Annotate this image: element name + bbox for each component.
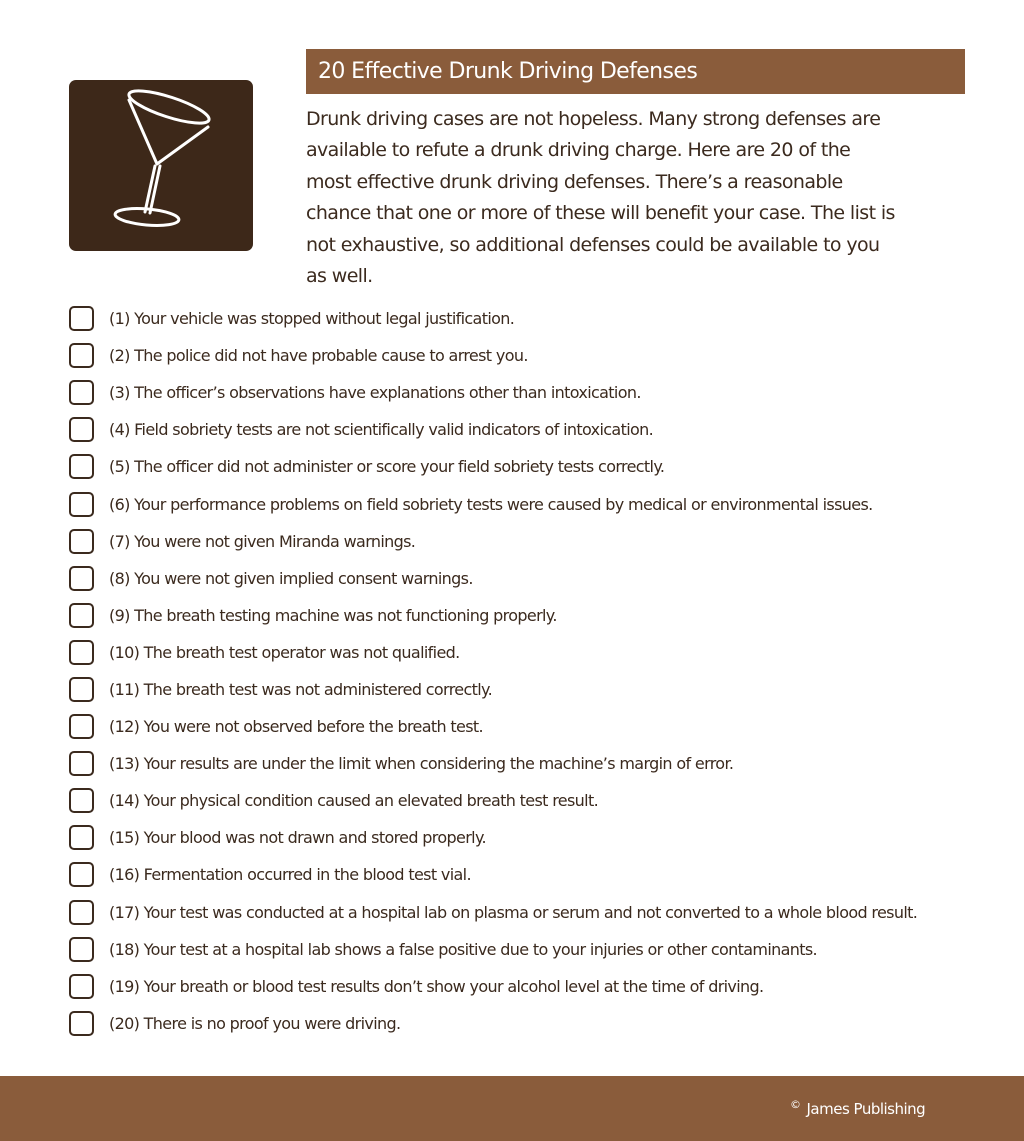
title-bar — [306, 49, 965, 94]
checklist-item-label: (19) Your breath or blood test results don’t show your alcohol level at the time of driving. — [109, 976, 764, 996]
martini-glass-graphic — [69, 80, 253, 251]
checklist-item-label: (8) You were not given implied consent warnings. — [109, 568, 473, 588]
checkbox[interactable] — [69, 751, 94, 776]
checkbox[interactable] — [69, 900, 94, 925]
checkbox[interactable] — [69, 825, 94, 850]
page-title: 20 Effective Drunk Driving Defenses — [318, 59, 698, 84]
checklist-item — [69, 1005, 969, 1042]
checkbox[interactable] — [69, 417, 94, 442]
checklist-item-label: (5) The officer did not administer or score your field sobriety tests correctly. — [109, 457, 665, 477]
checklist-item-label: (9) The breath testing machine was not functioning properly. — [109, 605, 557, 625]
checkbox[interactable] — [69, 492, 94, 517]
checklist-item-label: (11) The breath test was not administered correctly. — [109, 679, 493, 699]
checkbox[interactable] — [69, 788, 94, 813]
checkbox[interactable] — [69, 1011, 94, 1036]
checklist-item-label: (20) There is no proof you were driving. — [109, 1013, 401, 1033]
checklist-item — [69, 708, 969, 745]
checkbox[interactable] — [69, 454, 94, 479]
checklist-item-label: (15) Your blood was not drawn and stored properly. — [109, 828, 486, 848]
checkbox[interactable] — [69, 937, 94, 962]
checkbox[interactable] — [69, 677, 94, 702]
checklist-item — [69, 856, 969, 893]
checkbox[interactable] — [69, 380, 94, 405]
checklist-item — [69, 485, 969, 522]
checklist-item-label: (2) The police did not have probable cause to arrest you. — [109, 346, 528, 366]
checklist-item — [69, 634, 969, 671]
footer-bar — [0, 1076, 1024, 1141]
checklist-item-label: (12) You were not observed before the breath test. — [109, 717, 483, 737]
checklist-item — [69, 931, 969, 968]
checklist-item-label: (14) Your physical condition caused an elevated breath test result. — [109, 791, 599, 811]
checkbox[interactable] — [69, 306, 94, 331]
checklist-item-label: (13) Your results are under the limit when considering the machine’s margin of error. — [109, 754, 734, 774]
intro-paragraph: Drunk driving cases are not hopeless. Many strong defenses are available to refute a drunk driving charge. Here are 20 of the most effective drunk driving defenses. There’s a reasonable chance that one or more of these will benefit your case. The list is not exhaustive, so additional defenses could be available to you as well. — [306, 108, 895, 288]
checklist-item-label: (16) Fermentation occurred in the blood test vial. — [109, 865, 471, 885]
checklist-item — [69, 819, 969, 856]
checkbox[interactable] — [69, 714, 94, 739]
copyright-notice — [790, 1098, 925, 1118]
checklist-item — [69, 523, 969, 560]
checklist-item — [69, 968, 969, 1005]
checklist-item-label: (6) Your performance problems on field sobriety tests were caused by medical or environmental issues. — [109, 494, 873, 514]
checklist-item — [69, 671, 969, 708]
checklist-item-label: (18) Your test at a hospital lab shows a false positive due to your injuries or other contaminants. — [109, 939, 817, 959]
checklist-item — [69, 560, 969, 597]
copyright-icon: © — [790, 1098, 801, 1111]
checklist-item — [69, 448, 969, 485]
checklist-item — [69, 745, 969, 782]
martini-glass-icon — [69, 80, 253, 251]
checkbox[interactable] — [69, 566, 94, 591]
checkbox[interactable] — [69, 343, 94, 368]
checklist-item-label: (7) You were not given Miranda warnings. — [109, 531, 416, 551]
checklist-item — [69, 411, 969, 448]
checkbox[interactable] — [69, 529, 94, 554]
checkbox[interactable] — [69, 974, 94, 999]
checkbox[interactable] — [69, 640, 94, 665]
checklist-item — [69, 337, 969, 374]
checklist-item — [69, 300, 969, 337]
defense-checklist — [69, 300, 969, 1042]
checklist-item-label: (1) Your vehicle was stopped without legal justification. — [109, 309, 515, 329]
checklist-item — [69, 597, 969, 634]
checklist-item-label: (10) The breath test operator was not qualified. — [109, 642, 460, 662]
publisher-name: James Publishing — [806, 1100, 926, 1118]
checklist-item-label: (3) The officer’s observations have explanations other than intoxication. — [109, 383, 641, 403]
checkbox[interactable] — [69, 603, 94, 628]
checklist-item-label: (17) Your test was conducted at a hospital lab on plasma or serum and not converted to a whole blood result. — [109, 902, 918, 922]
checkbox[interactable] — [69, 862, 94, 887]
checklist-item — [69, 374, 969, 411]
checklist-item — [69, 894, 969, 931]
checklist-item — [69, 782, 969, 819]
checklist-item-label: (4) Field sobriety tests are not scientifically valid indicators of intoxication. — [109, 420, 654, 440]
